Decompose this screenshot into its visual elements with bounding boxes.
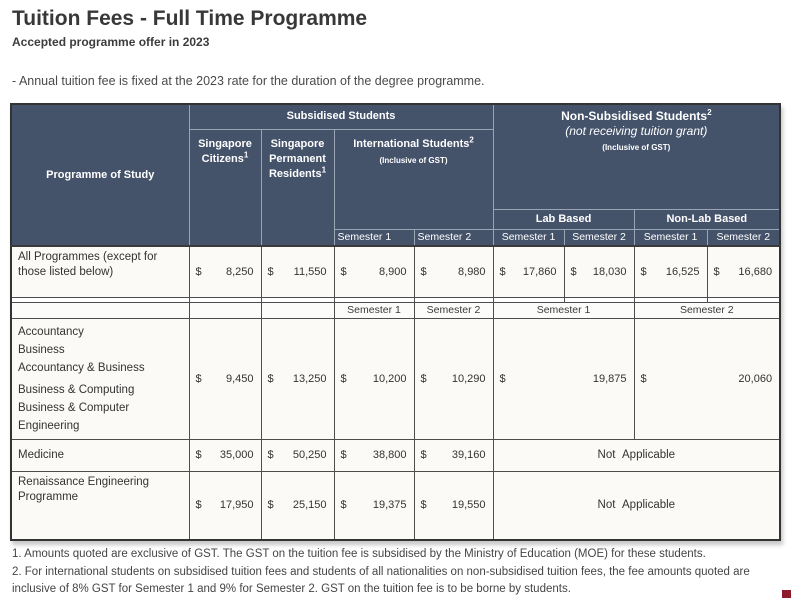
- mid-lab-semester-1: Semester 1: [493, 302, 634, 318]
- fee-renaissance-citizens: [189, 471, 261, 540]
- fee-grouped-pr: [261, 318, 334, 439]
- fee-amount: 11,550: [293, 265, 327, 278]
- fee-all-intl-sem2: [414, 246, 493, 297]
- footnote-2: 2. For international students on subsidised tuition fees and students of all nationalities on non-subsidised tuition fees, the fee amounts quoted are inclusive of 8% GST for Semester 1 and 9% for Semester 2. GST on the tuition fee is to be borne by students.: [12, 565, 750, 595]
- mid-empty-cell: [189, 302, 261, 318]
- fee-grouped-intl-sem1: [334, 318, 414, 439]
- currency-symbol: $: [340, 449, 347, 461]
- fee-medicine-intl-sem1: [334, 439, 414, 471]
- fee-all-intl-sem1: [334, 246, 414, 297]
- mid-empty-cell: [11, 302, 189, 318]
- fee-amount: 16,680: [738, 265, 773, 278]
- programme-name: Business: [18, 343, 65, 356]
- mid-nonlab-semester-2: Semester 2: [634, 302, 780, 318]
- currency-symbol: $: [640, 372, 647, 385]
- fee-all-nonlab-sem2: [707, 246, 780, 297]
- fee-all-citizens: [189, 246, 261, 297]
- programme-name: Accountancy & Business: [18, 361, 145, 374]
- fee-grouped-intl-sem2: [414, 318, 493, 439]
- header-international-students: [334, 129, 493, 229]
- header-lab-semester-2: Semester 2: [564, 229, 634, 246]
- footnote-ref-2: 2: [469, 134, 474, 144]
- footnotes: [12, 546, 784, 599]
- footnote-ref-1: 1: [321, 164, 327, 174]
- fee-medicine-pr: [261, 439, 334, 471]
- fee-all-pr: [261, 246, 334, 297]
- page-title: Tuition Fees - Full Time Programme: [12, 7, 368, 30]
- header-non-lab-based: Non-Lab Based: [634, 209, 780, 229]
- fee-amount: 35,000: [219, 449, 254, 461]
- currency-symbol: $: [570, 265, 577, 278]
- corner-mark: [782, 590, 791, 598]
- programme-of-study-label: Programme of Study: [46, 168, 155, 181]
- fee-grouped-nonsub-sem2: [634, 318, 780, 439]
- currency-symbol: $: [267, 265, 274, 278]
- international-gst-note: (Inclusive of GST): [379, 155, 448, 165]
- currency-symbol: $: [195, 372, 202, 385]
- header-lab-semester-1: Semester 1: [493, 229, 564, 246]
- currency-symbol: $: [420, 449, 427, 461]
- currency-symbol: $: [267, 449, 274, 461]
- fee-grouped-nonsub-sem1: [493, 318, 634, 439]
- fee-amount: 18,030: [592, 265, 627, 278]
- currency-symbol: $: [499, 265, 506, 278]
- fee-amount: 10,290: [451, 372, 486, 385]
- fee-amount: 20,060: [738, 372, 773, 385]
- currency-symbol: $: [420, 372, 427, 385]
- fee-amount: 10,200: [372, 372, 407, 385]
- currency-symbol: $: [195, 265, 202, 278]
- tuition-fees-table: [10, 103, 781, 541]
- mid-empty-cell: [261, 302, 334, 318]
- international-students-title: International Students$^2$: [353, 134, 474, 150]
- currency-symbol: $: [420, 499, 427, 512]
- fee-amount: 8,900: [378, 265, 407, 278]
- programme-name: Business & Computer Engineering: [18, 401, 130, 432]
- page-subtitle: Accepted programme offer in 2023: [12, 35, 210, 49]
- currency-symbol: $: [340, 265, 347, 278]
- row-renaissance-label: Renaissance Engineering Programme: [11, 471, 189, 540]
- currency-symbol: $: [195, 499, 202, 512]
- medicine-not-applicable: Not Applicable: [493, 439, 780, 471]
- header-lab-based: Lab Based: [493, 209, 634, 229]
- currency-symbol: $: [420, 265, 427, 278]
- row-grouped-programmes-label: [11, 318, 189, 439]
- currency-symbol: $: [267, 372, 274, 385]
- header-nonlab-semester-1: Semester 1: [634, 229, 707, 246]
- header-intl-semester-2: Semester 2: [414, 229, 493, 246]
- header-intl-semester-1: Semester 1: [334, 229, 414, 246]
- currency-symbol: $: [340, 372, 347, 385]
- currency-symbol: $: [499, 372, 506, 385]
- fee-amount: 25,150: [292, 499, 327, 512]
- fee-medicine-intl-sem2: [414, 439, 493, 471]
- footnote-ref-1: 1: [243, 149, 249, 159]
- fee-amount: 50,250: [292, 449, 327, 461]
- currency-symbol: $: [195, 449, 202, 461]
- fee-amount: 9,450: [225, 372, 254, 385]
- header-subsidised-students: [189, 104, 493, 129]
- fee-renaissance-pr: [261, 471, 334, 540]
- document-header: [0, 0, 793, 88]
- non-subsidised-gst-note: (Inclusive of GST): [602, 143, 671, 152]
- currency-symbol: $: [267, 499, 274, 512]
- fee-amount: 39,160: [451, 449, 486, 461]
- header-singapore-citizens: Singapore Citizens$^1$: [189, 129, 261, 246]
- fee-amount: 19,375: [372, 499, 407, 512]
- fee-amount: 19,875: [592, 372, 627, 385]
- row-all-programmes-label: All Programmes (except for those listed below): [11, 246, 189, 297]
- fee-amount: 38,800: [372, 449, 407, 461]
- fee-amount: 19,550: [451, 499, 486, 512]
- currency-symbol: $: [340, 499, 347, 512]
- programme-name: Accountancy: [18, 325, 84, 338]
- header-nonlab-semester-2: Semester 2: [707, 229, 780, 246]
- header-singapore-pr: Singapore Permanent Residents$^1$: [261, 129, 334, 246]
- fee-fixed-note: - Annual tuition fee is fixed at the 2023 rate for the duration of the degree programme.: [12, 74, 485, 88]
- mid-intl-semester-1: Semester 1: [334, 302, 414, 318]
- currency-symbol: $: [713, 265, 720, 278]
- fee-medicine-citizens: [189, 439, 261, 471]
- fee-all-lab-sem1: [493, 246, 564, 297]
- fee-renaissance-intl-sem2: [414, 471, 493, 540]
- fee-amount: 17,950: [219, 499, 254, 512]
- fee-amount: 16,525: [665, 265, 700, 278]
- fee-all-nonlab-sem1: [634, 246, 707, 297]
- fee-amount: 17,860: [522, 265, 557, 278]
- subsidised-label: Subsidised Students: [286, 110, 396, 123]
- row-medicine-label: Medicine: [11, 439, 189, 471]
- fee-grouped-citizens: [189, 318, 261, 439]
- mid-intl-semester-2: Semester 2: [414, 302, 493, 318]
- header-non-subsidised-students: [493, 104, 780, 209]
- fee-amount: 13,250: [292, 372, 327, 385]
- fee-renaissance-intl-sem1: [334, 471, 414, 540]
- footnote-1: 1. Amounts quoted are exclusive of GST. The GST on the tuition fee is subsidised by the Ministry of Education (MOE) for these students.: [12, 548, 706, 560]
- fee-amount: 8,250: [225, 265, 254, 278]
- footnote-ref-2: 2: [707, 108, 712, 117]
- programme-name: Business & Computing: [18, 383, 135, 396]
- fee-amount: 8,980: [458, 265, 486, 278]
- not-receiving-grant-label: (not receiving tuition grant): [565, 124, 708, 138]
- currency-symbol: $: [640, 265, 647, 278]
- header-programme-of-study: [11, 104, 189, 246]
- fee-all-lab-sem2: [564, 246, 634, 297]
- renaissance-not-applicable: Not Applicable: [493, 471, 780, 540]
- non-subsidised-title: Non-Subsidised Students$^2$: [561, 108, 712, 123]
